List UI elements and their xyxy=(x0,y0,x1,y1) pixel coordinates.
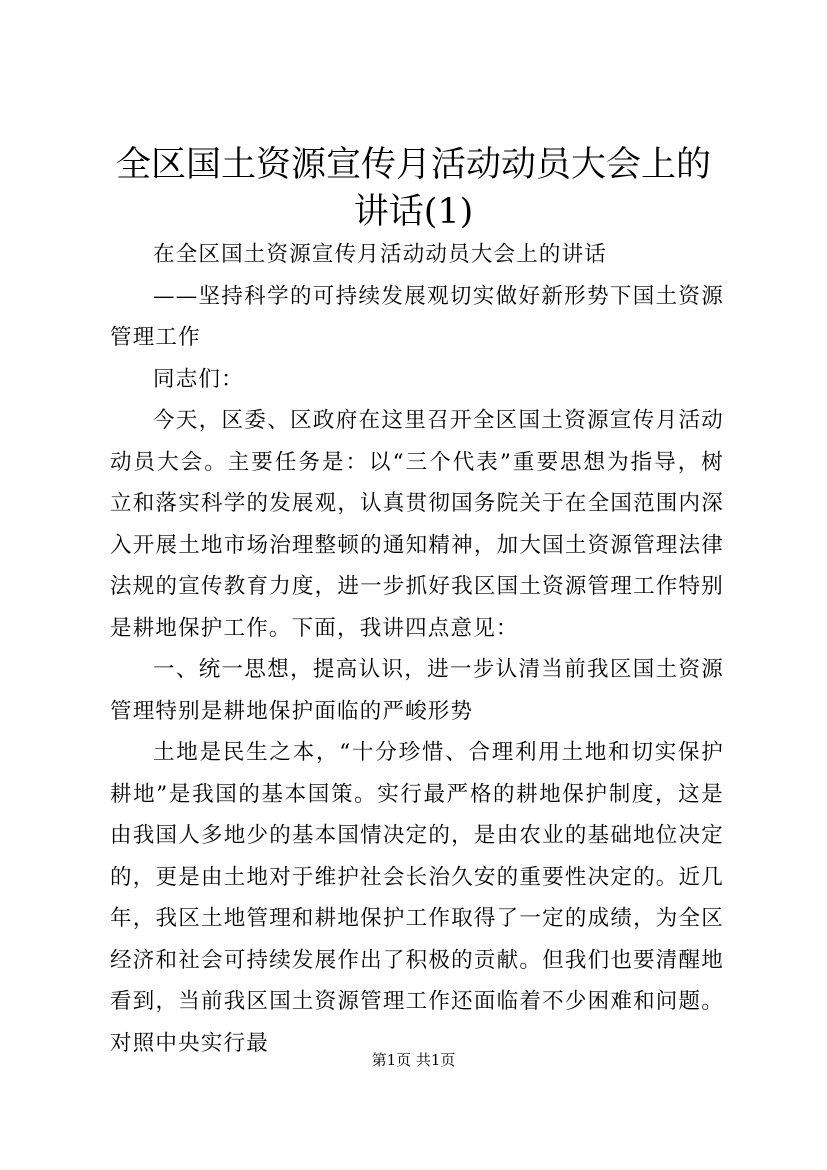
body-paragraph-land: 土地是民生之本，“十分珍惜、合理利用土地和切实保护耕地”是我国的基本国策。实行最严格的耕地保护制度，这是由我国人多地少的基本国情决定的，是由农业的基础地位决定的，更是由土地对于维护社会长治久安的重要性决定的。近几年，我区土地管理和耕地保护工作取得了一定的成绩，为全区经济和社会可持续发展作出了积极的贡献。但我们也要清醒地看到，当前我区国土资源管理工作还面临着不少困难和问题。对照中央实行最 xyxy=(110,740,724,1056)
speech-subtitle: ——坚持科学的可持续发展观切实做好新形势下国土资源管理工作 xyxy=(110,283,724,350)
page-number-label: 第1页 共1页 xyxy=(371,1051,456,1069)
document-body xyxy=(110,234,724,1064)
section-heading-1: 一、统一思想，提高认识，进一步认清当前我区国土资源管理特别是耕地保护面临的严峻形势 xyxy=(110,657,724,724)
salutation: 同志们： xyxy=(153,366,244,392)
page-footer xyxy=(0,1050,827,1070)
speech-heading: 在全区国土资源宣传月活动动员大会上的讲话 xyxy=(153,242,608,267)
document-title: 全区国土资源宣传月活动动员大会上的讲话(1) xyxy=(115,145,711,232)
body-paragraph-intro: 今天，区委、区政府在这里召开全区国土资源宣传月活动动员大会。主要任务是：以“三个代表”重要思想为指导，树立和落实科学的发展观，认真贯彻国务院关于在全国范围内深入开展土地市场治理整顿的通知精神，加大国土资源管理法律法规的宣传教育力度，进一步抓好我区国土资源管理工作特别是耕地保护工作。下面，我讲四点意见： xyxy=(110,408,724,641)
